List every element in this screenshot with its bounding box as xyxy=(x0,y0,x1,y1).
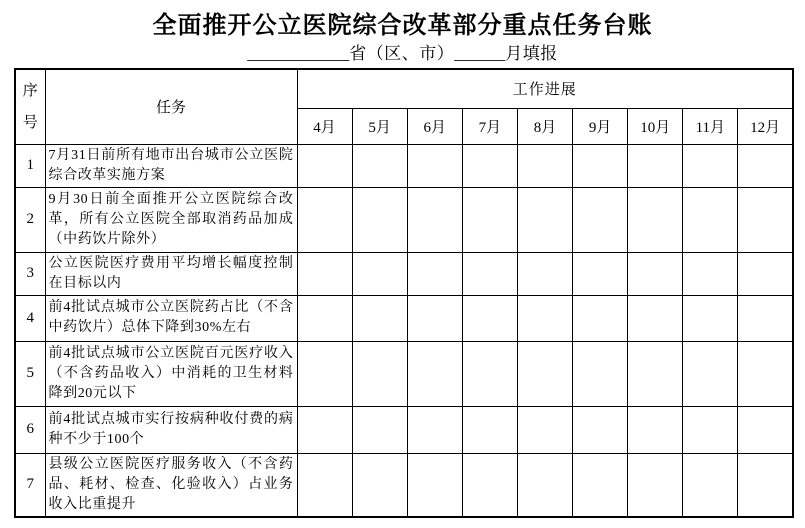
month-header-jul: 7月 xyxy=(462,108,517,144)
table-row xyxy=(15,406,793,453)
month-blank-field[interactable]: ______ xyxy=(454,44,506,63)
row-number-cell: 6 xyxy=(15,406,45,453)
task-cell: 前4批试点城市公立医院药占比（不含中药饮片）总体下降到30%左右 xyxy=(45,295,297,341)
progress-cell[interactable] xyxy=(407,295,462,341)
table-row xyxy=(15,144,793,187)
row-number-cell: 7 xyxy=(15,453,45,517)
progress-cell[interactable] xyxy=(407,406,462,453)
progress-cell[interactable] xyxy=(297,295,352,341)
progress-cell[interactable] xyxy=(738,406,793,453)
progress-cell[interactable] xyxy=(573,252,628,295)
progress-cell[interactable] xyxy=(297,144,352,187)
progress-cell[interactable] xyxy=(517,252,572,295)
task-cell: 公立医院医疗费用平均增长幅度控制在目标以内 xyxy=(45,252,297,295)
progress-cell[interactable] xyxy=(573,406,628,453)
progress-cell[interactable] xyxy=(683,406,738,453)
progress-cell[interactable] xyxy=(352,187,407,252)
progress-cell[interactable] xyxy=(297,453,352,517)
progress-cell[interactable] xyxy=(352,144,407,187)
progress-cell[interactable] xyxy=(683,453,738,517)
month-header-aug: 8月 xyxy=(517,108,572,144)
table-row xyxy=(15,295,793,341)
progress-cell[interactable] xyxy=(683,144,738,187)
progress-cell[interactable] xyxy=(352,295,407,341)
task-cell: 前4批试点城市实行按病种收付费的病种不少于100个 xyxy=(45,406,297,453)
province-blank-field[interactable]: ____________ xyxy=(247,44,350,63)
progress-cell[interactable] xyxy=(738,252,793,295)
progress-cell[interactable] xyxy=(352,252,407,295)
progress-cell[interactable] xyxy=(738,341,793,406)
task-cell: 县级公立医院医疗服务收入（不含药品、耗材、检查、化验收入）占业务收入比重提升 xyxy=(45,453,297,517)
progress-cell[interactable] xyxy=(683,295,738,341)
progress-cell[interactable] xyxy=(628,187,683,252)
table-row xyxy=(15,341,793,406)
progress-cell[interactable] xyxy=(517,187,572,252)
progress-cell[interactable] xyxy=(407,453,462,517)
progress-cell[interactable] xyxy=(517,406,572,453)
task-ledger-table xyxy=(14,68,794,518)
month-header-oct: 10月 xyxy=(628,108,683,144)
progress-cell[interactable] xyxy=(462,453,517,517)
progress-cell[interactable] xyxy=(462,252,517,295)
row-number-cell: 3 xyxy=(15,252,45,295)
progress-cell[interactable] xyxy=(462,187,517,252)
progress-cell[interactable] xyxy=(683,187,738,252)
table-row xyxy=(15,187,793,252)
progress-cell[interactable] xyxy=(297,406,352,453)
progress-cell[interactable] xyxy=(462,295,517,341)
task-cell: 9月30日前全面推开公立医院综合改革，所有公立医院全部取消药品加成（中药饮片除外） xyxy=(45,187,297,252)
row-number-cell: 1 xyxy=(15,144,45,187)
progress-cell[interactable] xyxy=(573,187,628,252)
progress-cell[interactable] xyxy=(738,295,793,341)
progress-cell[interactable] xyxy=(738,187,793,252)
progress-cell[interactable] xyxy=(297,187,352,252)
progress-cell[interactable] xyxy=(628,453,683,517)
row-number-cell: 4 xyxy=(15,295,45,341)
subtitle-line xyxy=(0,43,805,65)
progress-cell[interactable] xyxy=(462,406,517,453)
month-header-dec: 12月 xyxy=(738,108,793,144)
table-row xyxy=(15,453,793,517)
table-row xyxy=(15,252,793,295)
task-cell: 前4批试点城市公立医院百元医疗收入（不含药品收入）中消耗的卫生材料降到20元以下 xyxy=(45,341,297,406)
month-header-apr: 4月 xyxy=(297,108,352,144)
page-title: 全面推开公立医院综合改革部分重点任务台账 xyxy=(152,12,653,39)
month-header-jun: 6月 xyxy=(407,108,462,144)
month-header-may: 5月 xyxy=(352,108,407,144)
progress-cell[interactable] xyxy=(517,341,572,406)
progress-cell[interactable] xyxy=(683,252,738,295)
progress-cell[interactable] xyxy=(297,252,352,295)
progress-cell[interactable] xyxy=(628,252,683,295)
progress-cell[interactable] xyxy=(352,453,407,517)
progress-cell[interactable] xyxy=(628,406,683,453)
header-row-progress xyxy=(15,69,793,108)
month-header-sep: 9月 xyxy=(573,108,628,144)
month-header-nov: 11月 xyxy=(683,108,738,144)
progress-cell[interactable] xyxy=(407,341,462,406)
progress-cell[interactable] xyxy=(407,252,462,295)
progress-cell[interactable] xyxy=(462,341,517,406)
row-number-cell: 5 xyxy=(15,341,45,406)
progress-cell[interactable] xyxy=(738,144,793,187)
progress-cell[interactable] xyxy=(628,144,683,187)
progress-group-header: 工作进展 xyxy=(297,69,793,108)
progress-cell[interactable] xyxy=(628,295,683,341)
month-label: 月填报 xyxy=(505,44,558,63)
progress-cell[interactable] xyxy=(573,453,628,517)
progress-cell[interactable] xyxy=(738,453,793,517)
progress-cell[interactable] xyxy=(573,295,628,341)
seq-column-header: 序号 xyxy=(15,69,45,144)
progress-cell[interactable] xyxy=(407,187,462,252)
progress-cell[interactable] xyxy=(352,406,407,453)
province-label: 省（区、市） xyxy=(349,44,455,63)
progress-cell[interactable] xyxy=(462,144,517,187)
progress-cell[interactable] xyxy=(628,341,683,406)
progress-cell[interactable] xyxy=(297,341,352,406)
progress-cell[interactable] xyxy=(352,341,407,406)
task-cell: 7月31日前所有地市出台城市公立医院综合改革实施方案 xyxy=(45,144,297,187)
progress-cell[interactable] xyxy=(683,341,738,406)
progress-cell[interactable] xyxy=(573,341,628,406)
row-number-cell: 2 xyxy=(15,187,45,252)
progress-cell[interactable] xyxy=(517,295,572,341)
task-column-header: 任务 xyxy=(45,69,297,144)
progress-cell[interactable] xyxy=(517,144,572,187)
progress-cell[interactable] xyxy=(517,453,572,517)
progress-cell[interactable] xyxy=(573,144,628,187)
progress-cell[interactable] xyxy=(407,144,462,187)
